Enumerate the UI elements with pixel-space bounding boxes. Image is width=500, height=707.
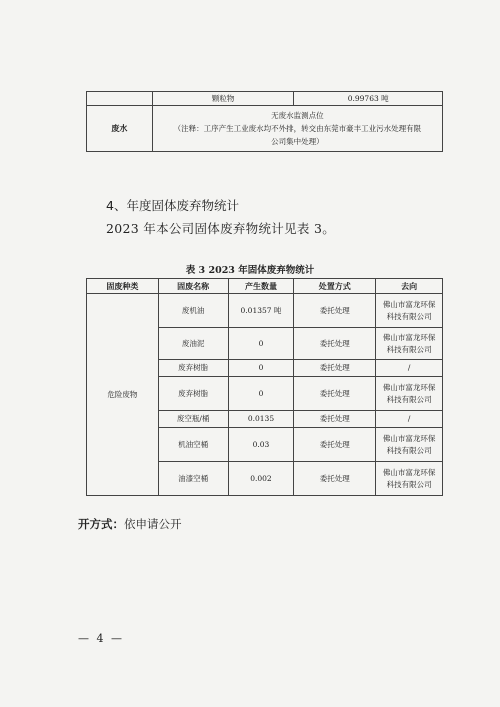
waste-method: 委托处理	[294, 360, 376, 377]
waste-method: 委托处理	[294, 428, 376, 462]
waste-dest	[376, 462, 443, 496]
waste-dest	[376, 294, 443, 328]
disclosure-value: 依申请公开	[124, 517, 182, 531]
waste-name: 机油空桶	[158, 428, 228, 462]
disclosure-line	[78, 516, 182, 532]
waste-method: 委托处理	[294, 328, 376, 360]
column-header: 去向	[376, 279, 443, 294]
dest-line: 佛山市富龙环保	[382, 332, 436, 342]
waste-dest	[376, 377, 443, 411]
note-line: （注释：工序产生工业废水均不外排，转交由东莞市豪丰工业污水处理有限	[173, 124, 422, 133]
note-line: 无废水监测点位	[271, 111, 324, 120]
page-number: — 4 —	[78, 632, 124, 645]
dest-line: 佛山市富龙环保	[382, 433, 436, 443]
dest-line: 科技有限公司	[386, 445, 432, 455]
table-row	[87, 294, 443, 328]
emissions-table	[86, 91, 443, 152]
waste-dest	[376, 428, 443, 462]
waste-name: 废空瓶/桶	[158, 411, 228, 428]
note-line: 公司集中处理）	[271, 137, 324, 146]
waste-method: 委托处理	[294, 462, 376, 496]
category-cell: 危险废物	[87, 294, 159, 496]
section-heading: 4、年度固体废弃物统计	[106, 198, 239, 213]
waste-method: 委托处理	[294, 411, 376, 428]
column-header: 产生数量	[228, 279, 294, 294]
waste-qty: 0	[228, 328, 294, 360]
dest-line: 科技有限公司	[386, 479, 432, 489]
table-header-row	[87, 279, 443, 294]
waste-qty: 0.01357 吨	[228, 294, 294, 328]
waste-name: 废弃树脂	[158, 377, 228, 411]
waste-dest: /	[376, 411, 443, 428]
dest-line: 佛山市富龙环保	[382, 299, 436, 309]
waste-method: 委托处理	[294, 294, 376, 328]
table-cell-item: 颗粒物	[152, 92, 294, 106]
waste-name: 废弃树脂	[158, 360, 228, 377]
disclosure-label: 开方式：	[78, 517, 124, 531]
section-paragraph: 2023 年本公司固体废弃物统计见表 3。	[106, 221, 336, 236]
waste-qty: 0	[228, 377, 294, 411]
table-cell-value: 0.99763 吨	[294, 92, 443, 106]
table-row	[87, 92, 443, 106]
waste-dest: /	[376, 360, 443, 377]
column-header: 处置方式	[294, 279, 376, 294]
dest-line: 佛山市富龙环保	[382, 382, 436, 392]
waste-qty: 0.002	[228, 462, 294, 496]
waste-qty: 0	[228, 360, 294, 377]
waste-method: 委托处理	[294, 377, 376, 411]
table-caption: 表 3 2023 年固体废弃物统计	[185, 265, 315, 276]
dest-line: 科技有限公司	[386, 394, 432, 404]
table-cell-empty	[87, 92, 153, 106]
dest-line: 科技有限公司	[386, 311, 432, 321]
table-cell-label: 废水	[87, 106, 153, 152]
waste-name: 油漆空桶	[158, 462, 228, 496]
waste-name: 废机油	[158, 294, 228, 328]
waste-qty: 0.03	[228, 428, 294, 462]
table-row	[87, 106, 443, 152]
table-cell-note	[152, 106, 442, 152]
waste-name: 废油泥	[158, 328, 228, 360]
column-header: 固废种类	[87, 279, 159, 294]
waste-dest	[376, 328, 443, 360]
column-header: 固废名称	[158, 279, 228, 294]
dest-line: 佛山市富龙环保	[382, 467, 436, 477]
solid-waste-table	[86, 278, 443, 496]
dest-line: 科技有限公司	[386, 344, 432, 354]
waste-qty: 0.0135	[228, 411, 294, 428]
